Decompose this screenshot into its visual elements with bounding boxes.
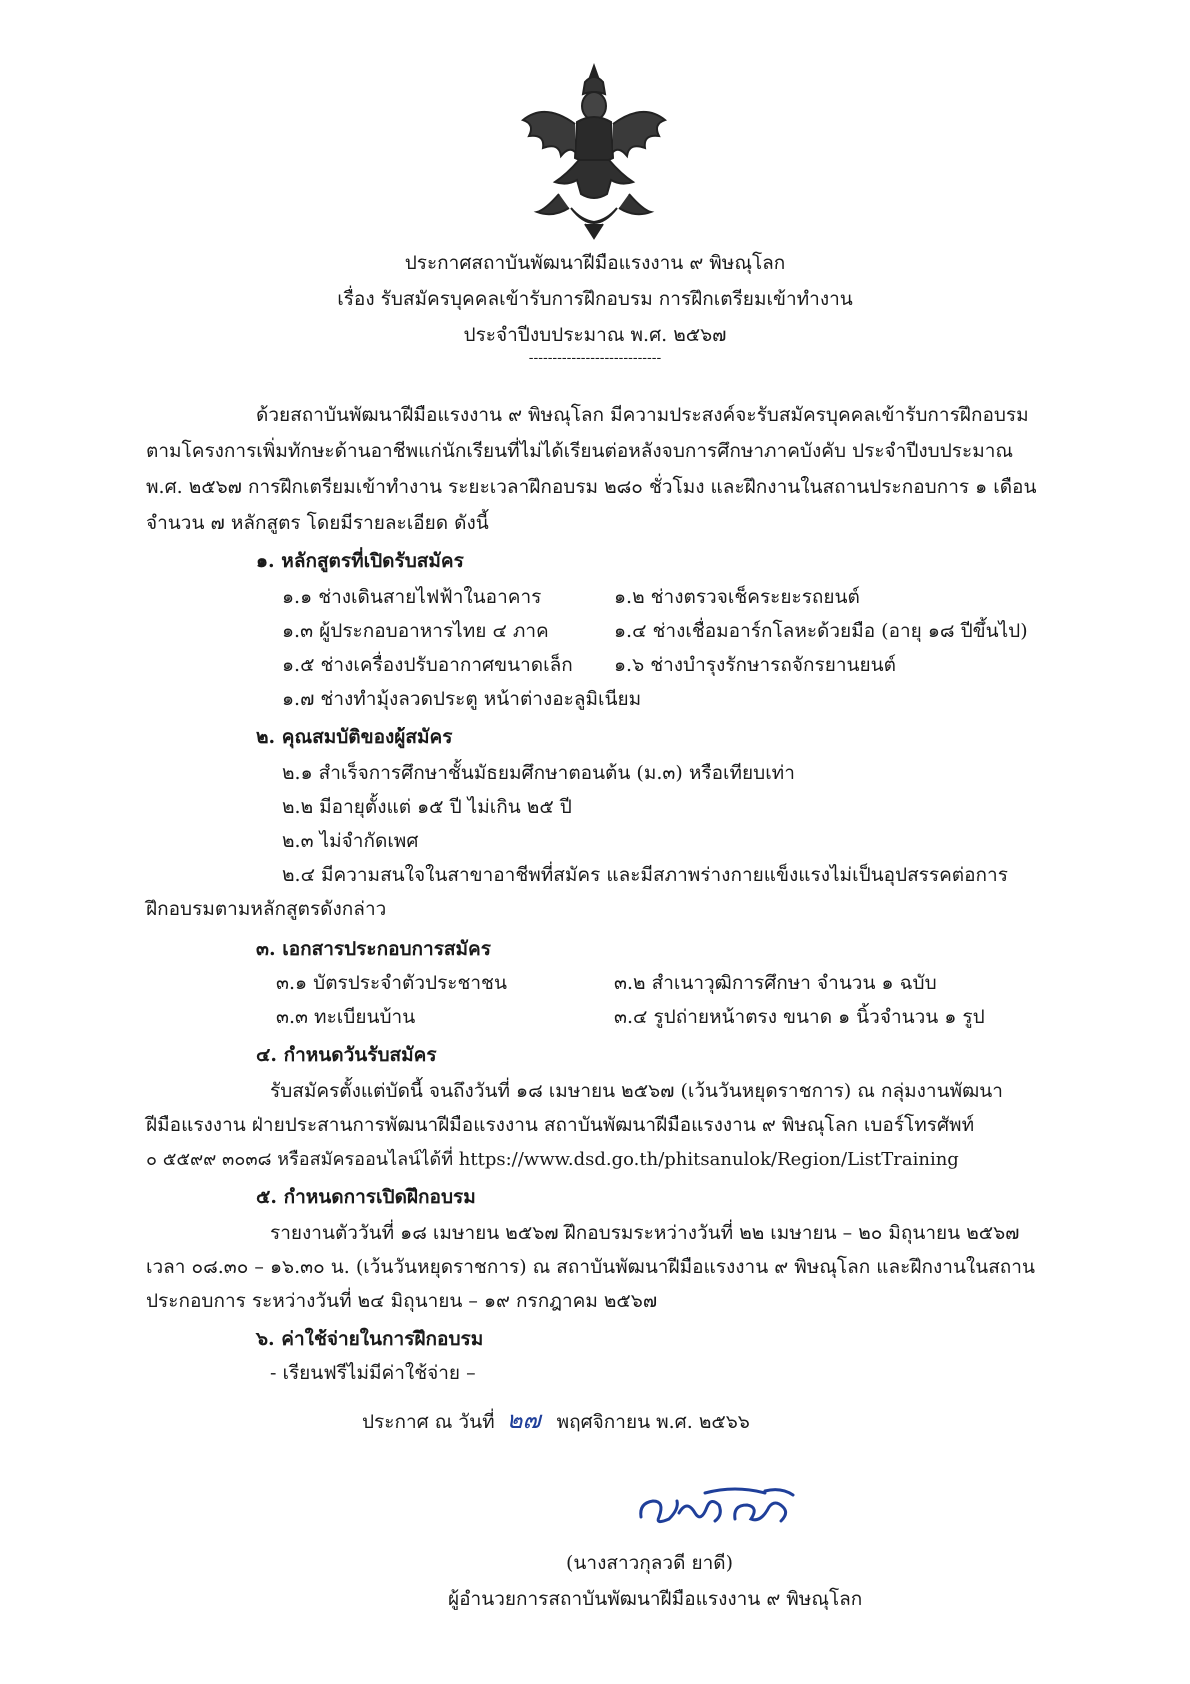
signer-title: ผู้อำนวยการสถาบันพัฒนาฝีมือแรงงาน ๙ พิษณุโลก: [448, 1588, 863, 1610]
course-item: ๑.๗ ช่างทำมุ้งลวดประตู หน้าต่างอะลูมิเนียม: [282, 688, 642, 710]
registration-line: รับสมัครตั้งแต่บัดนี้ จนถึงวันที่ ๑๘ เมษายน ๒๕๖๗ (เว้นวันหยุดราชการ) ณ กลุ่มงานพัฒนา: [270, 1080, 1003, 1102]
schedule-line: ประกอบการ ระหว่างวันที่ ๒๔ มิถุนายน – ๑๙ กรกฎาคม ๒๕๖๗: [146, 1290, 658, 1312]
fiscal-year: ประจำปีงบประมาณ พ.ศ. ๒๕๖๗: [463, 324, 727, 346]
qualification-item: ๒.๔ มีความสนใจในสาขาอาชีพที่สมัคร และมีสภาพร่างกายแข็งแรงไม่เป็นอุปสรรคต่อการ: [282, 864, 1008, 886]
cost-line: - เรียนฟรีไม่มีค่าใช้จ่าย –: [270, 1362, 476, 1384]
schedule-line: เวลา ๐๘.๓๐ – ๑๖.๓๐ น. (เว้นวันหยุดราชการ) ณ สถาบันพัฒนาฝีมือแรงงาน ๙ พิษณุโลก และฝึกงานในสถาน: [146, 1256, 1035, 1278]
announce-day: ๒๗: [506, 1406, 541, 1434]
announce-date-line: [362, 1400, 750, 1439]
section-heading: ๑. หลักสูตรที่เปิดรับสมัคร: [256, 550, 464, 572]
schedule-line: รายงานตัววันที่ ๑๘ เมษายน ๒๕๖๗ ฝึกอบรมระหว่างวันที่ ๒๒ เมษายน – ๒๐ มิถุนายน ๒๕๖๗: [270, 1222, 1020, 1244]
section-heading: ๒. คุณสมบัติของผู้สมัคร: [256, 726, 453, 748]
document-item: ๓.๒ สำเนาวุฒิการศึกษา จำนวน ๑ ฉบับ: [614, 972, 937, 994]
signer-name: (นางสาวกุลวดี ยาดี): [566, 1552, 734, 1574]
qualification-continuation: ฝึกอบรมตามหลักสูตรดังกล่าว: [146, 898, 387, 920]
course-item: ๑.๔ ช่างเชื่อมอาร์กโลหะด้วยมือ (อายุ ๑๘ ปีขึ้นไป): [614, 620, 1028, 642]
announce-suffix: พฤศจิกายน พ.ศ. ๒๕๖๖: [556, 1411, 750, 1433]
registration-line: ๐ ๕๕๙๙ ๓๐๓๘ หรือสมัครออนไลน์ได้ที่ https://www.dsd.go.th/phitsanulok/Region/ListTraining: [146, 1149, 959, 1170]
announcement-subject: เรื่อง รับสมัครบุคคลเข้ารับการฝึกอบรม การฝึกเตรียมเข้าทำงาน: [337, 288, 853, 310]
announce-prefix: ประกาศ ณ วันที่: [362, 1411, 495, 1433]
garuda-emblem-icon: [515, 62, 673, 240]
course-item: ๑.๑ ช่างเดินสายไฟฟ้าในอาคาร: [282, 586, 542, 608]
registration-line: ฝีมือแรงงาน ฝ่ายประสานการพัฒนาฝีมือแรงงาน สถาบันพัฒนาฝีมือแรงงาน ๙ พิษณุโลก เบอร์โทรศัพท์: [146, 1114, 975, 1136]
qualification-item: ๒.๓ ไม่จำกัดเพศ: [282, 830, 419, 852]
course-item: ๑.๒ ช่างตรวจเช็คระยะรถยนต์: [614, 586, 860, 608]
handwritten-signature: [635, 1483, 800, 1533]
qualification-item: ๒.๑ สำเร็จการศึกษาชั้นมัธยมศึกษาตอนต้น (ม.๓) หรือเทียบเท่า: [282, 762, 795, 784]
intro-line: ด้วยสถาบันพัฒนาฝีมือแรงงาน ๙ พิษณุโลก มีความประสงค์จะรับสมัครบุคคลเข้ารับการฝึกอบรม: [256, 404, 1029, 426]
title-divider: ----------------------------: [528, 350, 662, 366]
announcement-title: ประกาศสถาบันพัฒนาฝีมือแรงงาน ๙ พิษณุโลก: [404, 252, 786, 274]
document-item: ๓.๓ ทะเบียนบ้าน: [276, 1006, 416, 1028]
section-heading: ๔. กำหนดวันรับสมัคร: [256, 1044, 437, 1066]
document-item: ๓.๔ รูปถ่ายหน้าตรง ขนาด ๑ นิ้วจำนวน ๑ รูป: [614, 1006, 985, 1028]
course-item: ๑.๖ ช่างบำรุงรักษารถจักรยานยนต์: [614, 654, 896, 676]
course-item: ๑.๓ ผู้ประกอบอาหารไทย ๔ ภาค: [282, 620, 549, 642]
section-heading: ๖. ค่าใช้จ่ายในการฝึกอบรม: [256, 1328, 484, 1350]
section-heading: ๕. กำหนดการเปิดฝึกอบรม: [256, 1186, 476, 1208]
intro-line: พ.ศ. ๒๕๖๗ การฝึกเตรียมเข้าทำงาน ระยะเวลาฝึกอบรม ๒๘๐ ชั่วโมง และฝึกงานในสถานประกอบการ ๑ เดือน: [146, 476, 1037, 498]
intro-line: จำนวน ๗ หลักสูตร โดยมีรายละเอียด ดังนี้: [146, 512, 489, 534]
course-item: ๑.๕ ช่างเครื่องปรับอากาศขนาดเล็ก: [282, 654, 573, 676]
section-heading: ๓. เอกสารประกอบการสมัคร: [256, 938, 491, 960]
document-item: ๓.๑ บัตรประจำตัวประชาชน: [276, 972, 507, 994]
intro-line: ตามโครงการเพิ่มทักษะด้านอาชีพแก่นักเรียนที่ไม่ได้เรียนต่อหลังจบการศึกษาภาคบังคับ ประจำปีงบประมาณ: [146, 440, 1014, 462]
qualification-item: ๒.๒ มีอายุตั้งแต่ ๑๕ ปี ไม่เกิน ๒๕ ปี: [282, 796, 572, 818]
